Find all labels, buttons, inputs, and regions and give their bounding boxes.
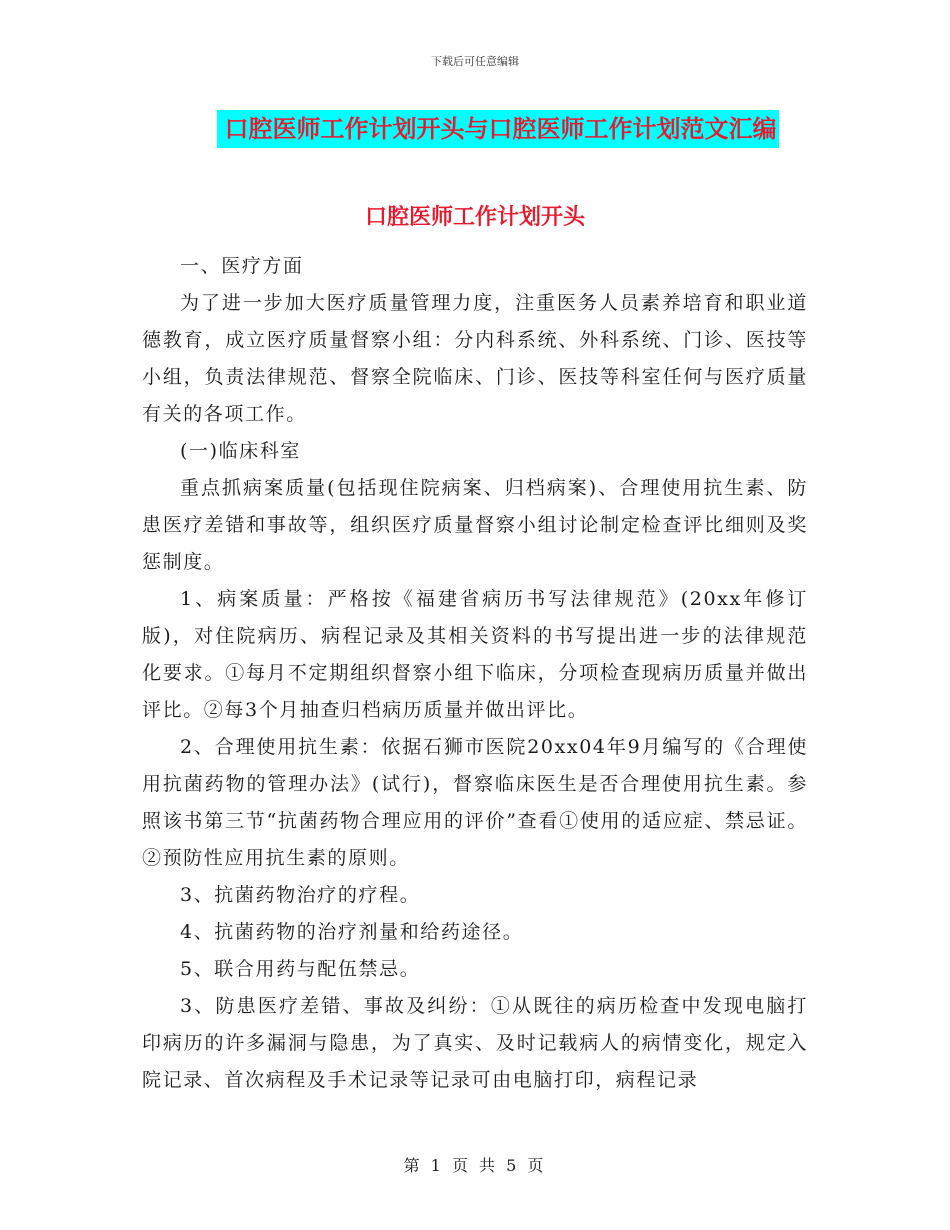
document-body [142, 248, 808, 1099]
paragraph: 5、联合用药与配伍禁忌。 [180, 958, 421, 980]
paragraph: 为了进一步加大医疗质量管理力度，注重医务人员素养培育和职业道德教育，成立医疗质量督察小组：分内科系统、外科系统、门诊、医技等小组，负责法律规范、督察全院临床、门诊、医技等科室任何与医疗质量有关的各项工作。 [142, 292, 808, 425]
paragraph: 一、医疗方面 [180, 255, 304, 277]
paragraph: (一)临床科室 [180, 440, 302, 462]
paragraph: 4、抗菌药物的治疗剂量和给药途径。 [180, 921, 524, 943]
paragraph: 3、防患医疗差错、事故及纠纷：①从既往的病历检查中发现电脑打印病历的许多漏洞与隐患，为了真实、及时记载病人的病情变化，规定入院记录、首次病程及手术记录等记录可由电脑打印，病程记录 [142, 995, 808, 1091]
document-title: 口腔医师工作计划开头与口腔医师工作计划范文汇编 [217, 110, 779, 148]
section-title: 口腔医师工作计划开头 [364, 205, 585, 230]
paragraph: 重点抓病案质量(包括现住院病案、归档病案)、合理使用抗生素、防患医疗差错和事故等，组织医疗质量督察小组讨论制定检查评比细则及奖惩制度。 [142, 477, 808, 573]
page-footer: 第 1 页 共 5 页 [403, 1156, 547, 1175]
paragraph: 1、病案质量：严格按《福建省病历书写法律规范》(20xx年修订版)，对住院病历、病程记录及其相关资料的书写提出进一步的法律规范化要求。①每月不定期组织督察小组下临床，分项检查现病历质量并做出评比。②每3个月抽查归档病历质量并做出评比。 [142, 588, 808, 721]
paragraph: 2、合理使用抗生素：依据石狮市医院20xx04年9月编写的《合理使用抗菌药物的管理办法》(试行)，督察临床医生是否合理使用抗生素。参照该书第三节“抗菌药物合理应用的评价”查看①使用的适应症、禁忌证。②预防性应用抗生素的原则。 [142, 736, 808, 869]
paragraph: 3、抗菌药物治疗的疗程。 [180, 884, 421, 906]
header-note: 下载后可任意编辑 [431, 55, 519, 68]
title-container [0, 110, 950, 148]
